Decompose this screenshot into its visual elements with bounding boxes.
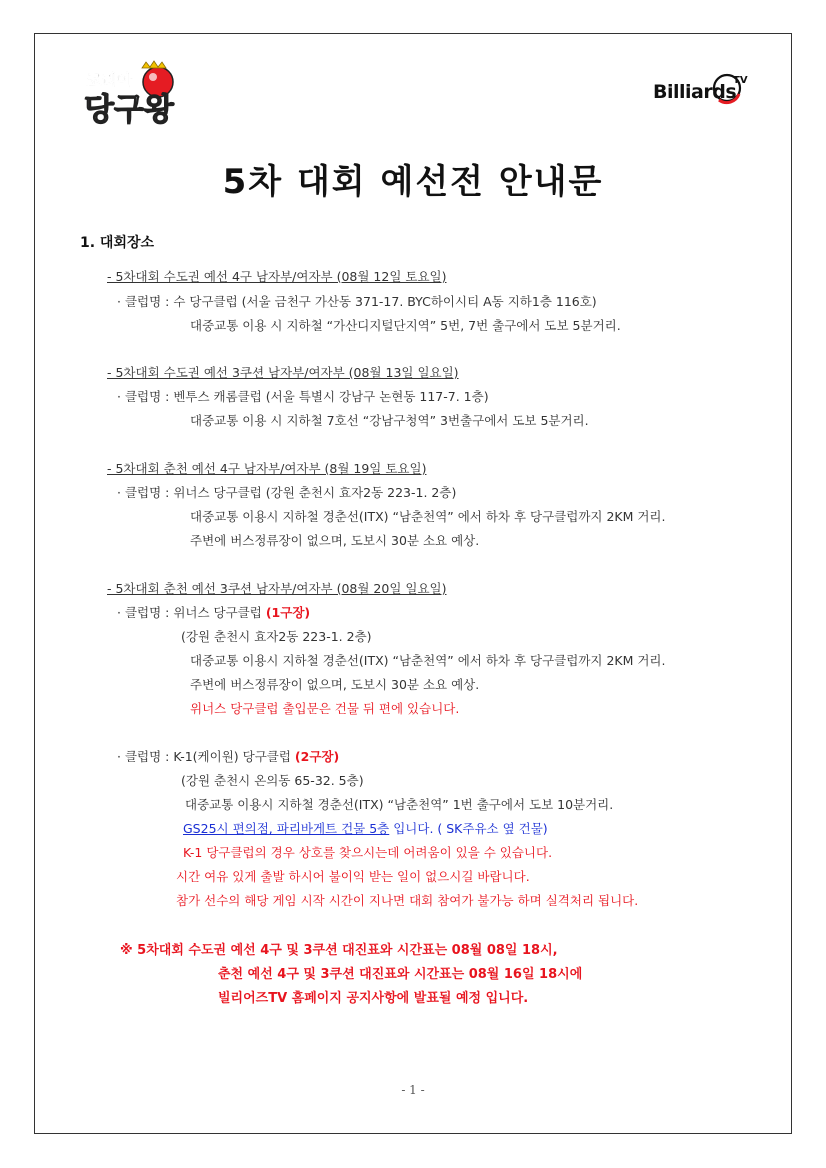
club-2-warning-2: 시간 여유 있게 출발 하시어 불이익 받는 일이 없으시길 바랍니다. <box>176 869 530 884</box>
notice-line-2: 춘천 예선 4구 및 3쿠션 대진표와 시간표는 08월 16일 18시에 <box>218 967 583 982</box>
notice-line-3: 빌리어즈TV 홈페이지 공지사항에 발표될 예정 입니다. <box>218 991 529 1006</box>
venue-3-club: · 클럽명 : 위너스 당구클럽 (강원 춘천시 효자2동 223-1. 2층) <box>117 485 457 500</box>
venue-2-club: · 클럽명 : 벤투스 캐롬클럽 (서울 특별시 강남구 논현동 117-7. 1층) <box>117 389 489 404</box>
club-2-warning-1: K-1 당구클럽의 경우 상호를 찾으시는데 어려움이 있을 수 있습니다. <box>183 845 553 860</box>
club-2-landmark-rest: 입니다. ( SK주유소 옆 건물) <box>389 821 548 836</box>
korea-billiards-logo <box>82 60 200 126</box>
venue-2-heading: - 5차대회 수도권 예선 3쿠션 남자부/여자부 (08월 13일 일요일) <box>107 365 459 380</box>
venue-1-heading: - 5차대회 수도권 예선 4구 남자부/여자부 (08월 12일 토요일) <box>107 269 447 284</box>
venue-3-bus-note: 주변에 버스정류장이 없으며, 도보시 30분 소요 예상. <box>190 533 480 548</box>
venue-4-club-2 <box>117 747 339 765</box>
club-1-address: (강원 춘천시 효자2동 223-1. 2층) <box>181 629 372 644</box>
page-title: 5차 대회 예선전 안내문 <box>222 162 604 202</box>
notice-line-1: ※ 5차대회 수도권 예선 4구 및 3쿠션 대진표와 시간표는 08월 08일 18시, <box>120 943 558 958</box>
svg-text:코리아: 코리아 <box>86 71 133 90</box>
svg-text:당구왕: 당구왕 <box>84 92 174 126</box>
venue-4-club-1 <box>117 603 310 621</box>
venue-3-heading: - 5차대회 춘천 예선 4구 남자부/여자부 (8월 19일 토요일) <box>107 461 427 476</box>
club-1-bus-note: 주변에 버스정류장이 없으며, 도보시 30분 소요 예상. <box>190 677 480 692</box>
venue-1-club: · 클럽명 : 수 당구클럽 (서울 금천구 가산동 371-17. BYC하이시티 A동 지하1층 116호) <box>117 294 597 309</box>
club-2-address: (강원 춘천시 온의동 65-32. 5층) <box>181 773 364 788</box>
page-number: - 1 - <box>401 1083 425 1097</box>
venue-3-transit: 대중교통 이용시 지하철 경춘선(ITX) “남춘천역” 에서 하차 후 당구클럽까지 2KM 거리. <box>190 509 666 524</box>
venue-4-heading: - 5차대회 춘천 예선 3쿠션 남자부/여자부 (08월 20일 일요일) <box>107 581 447 596</box>
club-1-label: · 클럽명 : 위너스 당구클럽 <box>117 605 262 620</box>
club-2-tag: (2구장) <box>294 749 340 764</box>
venue-2-transit: 대중교통 이용 시 지하철 7호선 “강남구청역” 3번출구에서 도보 5분거리. <box>190 413 589 428</box>
club-1-entrance-warning: 위너스 당구클럽 출입문은 건물 뒤 편에 있습니다. <box>190 701 460 716</box>
club-1-transit: 대중교통 이용시 지하철 경춘선(ITX) “남춘천역” 에서 하차 후 당구클럽까지 2KM 거리. <box>190 653 666 668</box>
club-2-landmark <box>183 819 548 837</box>
club-2-transit: 대중교통 이용시 지하철 경춘선(ITX) “남춘천역” 1번 출구에서 도보 10분거리. <box>185 797 614 812</box>
svg-text:TV: TV <box>733 75 748 86</box>
billiards-tv-logo <box>653 72 753 106</box>
section-heading-venue: 1. 대회장소 <box>80 235 155 251</box>
club-2-label: · 클럽명 : K-1(케이원) 당구클럽 <box>117 749 291 764</box>
venue-1-transit: 대중교통 이용 시 지하철 “가산디지털단지역” 5번, 7번 출구에서 도보 5분거리. <box>190 318 621 333</box>
club-1-tag: (1구장) <box>265 605 311 620</box>
club-2-landmark-link[interactable]: GS25시 편의점, 파리바게트 건물 5층 <box>183 821 390 836</box>
svg-text:Billiards: Billiards <box>653 81 737 103</box>
club-2-warning-3: 참가 선수의 해당 게임 시작 시간이 지나면 대회 참여가 불가능 하며 실격처리 됩니다. <box>176 893 639 908</box>
